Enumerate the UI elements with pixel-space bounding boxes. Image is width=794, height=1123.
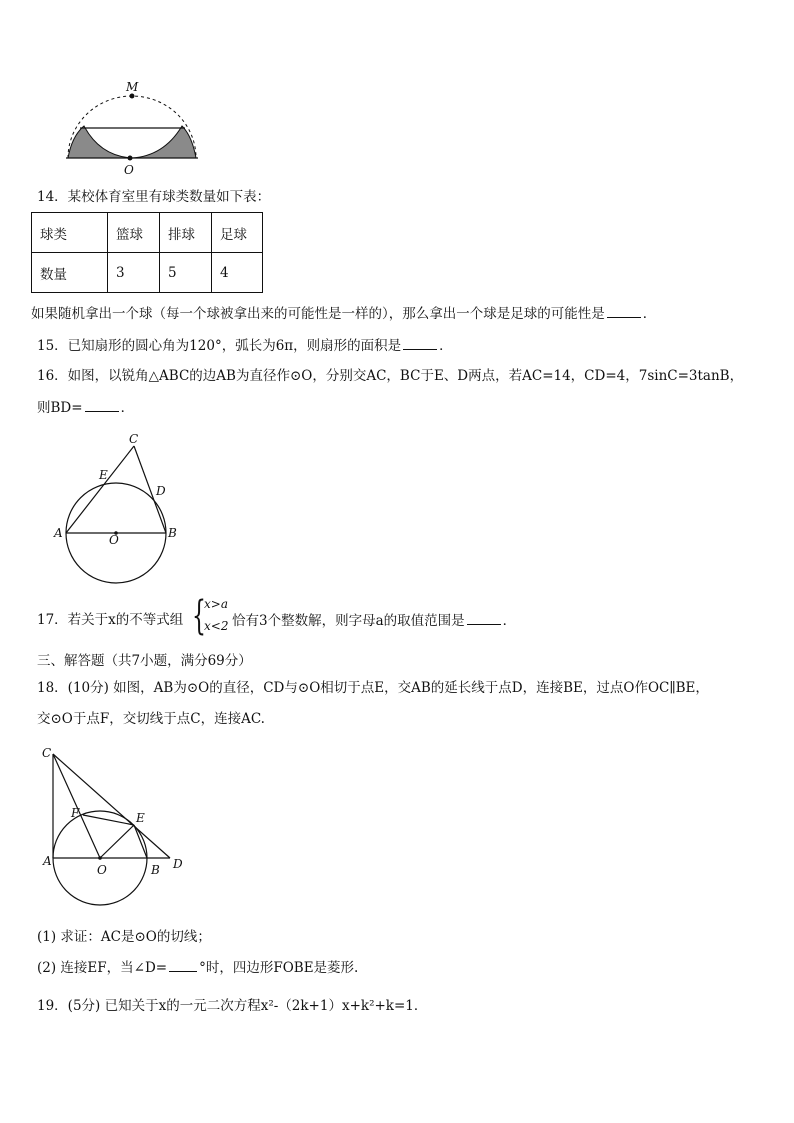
q18-part2-prefix: (2) 连接EF，当∠D= — [37, 960, 168, 976]
q17-suffix-line — [232, 611, 516, 630]
label-C: C — [42, 746, 52, 760]
inequality-2: x<2 — [204, 619, 229, 633]
q16-line1: 16．如图，以锐角△ABC的边AB为直径作⊙O，分别交AC，BC于E、D两点，若AC=14，CD=4，7sinC=3tanB， — [37, 368, 744, 384]
q16-prefix: 则BD= — [37, 400, 83, 416]
label-A: A — [54, 526, 63, 540]
table-header-row — [32, 213, 263, 253]
segment-EB — [134, 825, 147, 858]
label-B: B — [151, 863, 160, 877]
label-O: O — [109, 533, 119, 547]
q14-end: ． — [642, 306, 657, 322]
segment-AC — [66, 446, 134, 533]
q18-line1: 18．(10分) 如图，AB为⊙O的直径，CD与⊙O相切于点E，交AB的延长线于点D，连接BE，过点O作OC∥BE， — [37, 680, 709, 696]
answer-blank — [607, 304, 641, 318]
table-row — [32, 253, 263, 293]
figure-q16-circle-triangle — [50, 432, 190, 587]
label-A: A — [43, 854, 52, 868]
segment-OE — [100, 825, 134, 858]
q18-part2-suffix: °时，四边形FOBE是菱形. — [199, 960, 359, 976]
inequality-system — [192, 593, 232, 639]
point-M — [130, 94, 135, 99]
inequality-1: x>a — [204, 597, 228, 611]
table-cell: 数量 — [32, 253, 108, 293]
point-O — [128, 156, 133, 161]
q15-end: ． — [439, 338, 453, 354]
ball-count-table — [31, 212, 263, 293]
answer-blank — [467, 611, 501, 625]
label-D: D — [173, 857, 183, 871]
q17-end: ． — [502, 613, 517, 629]
answer-blank — [403, 336, 437, 350]
brace-symbol: { — [192, 593, 206, 639]
label-O: O — [124, 163, 134, 177]
table-cell: 4 — [212, 253, 263, 293]
q15 — [37, 336, 453, 355]
q18-line2: 交⊙O于点F，交切线于点C，连接AC. — [37, 711, 265, 727]
q18-part2 — [37, 958, 358, 977]
table-cell: 球类 — [32, 213, 108, 253]
q16-end: ． — [120, 400, 135, 416]
shaded-area-right — [132, 126, 196, 158]
answer-blank — [169, 958, 197, 972]
q14-stem: 14．某校体育室里有球类数量如下表： — [37, 189, 271, 205]
q17-prefix: 17．若关于x的不等式组 — [37, 612, 184, 628]
q19: 19．(5分) 已知关于x的一元二次方程x²-（2k+1）x+k²+k=1． — [37, 998, 428, 1014]
q16-line2 — [37, 398, 134, 417]
label-O: O — [97, 863, 107, 877]
q17-suffix: 恰有3个整数解，则字母a的取值范围是 — [232, 613, 465, 629]
section-title: 三、解答题（共7小题，满分69分） — [37, 653, 252, 669]
shaded-area-left — [68, 126, 132, 158]
q14-question-text: 如果随机拿出一个球（每一个球被拿出来的可能性是一样的），那么拿出一个球是足球的可能性是 — [31, 306, 605, 322]
q15-text: 15．已知扇形的圆心角为120°，弧长为6π，则扇形的面积是 — [37, 338, 402, 354]
label-B: B — [168, 526, 177, 540]
figure-q18-tangent — [40, 746, 185, 906]
table-cell: 3 — [108, 253, 160, 293]
q18-part1: (1) 求证：AC是⊙O的切线； — [37, 929, 211, 945]
label-M: M — [126, 80, 139, 94]
point-O — [98, 856, 102, 860]
q14-question — [31, 304, 656, 323]
label-C: C — [129, 432, 139, 446]
table-cell: 篮球 — [108, 213, 160, 253]
label-E: E — [136, 811, 145, 825]
table-cell: 足球 — [212, 213, 263, 253]
label-D: D — [156, 484, 166, 498]
table-cell: 排球 — [160, 213, 212, 253]
answer-blank — [85, 398, 119, 412]
label-E: E — [99, 468, 108, 482]
label-F: F — [71, 806, 80, 820]
table-cell: 5 — [160, 253, 212, 293]
